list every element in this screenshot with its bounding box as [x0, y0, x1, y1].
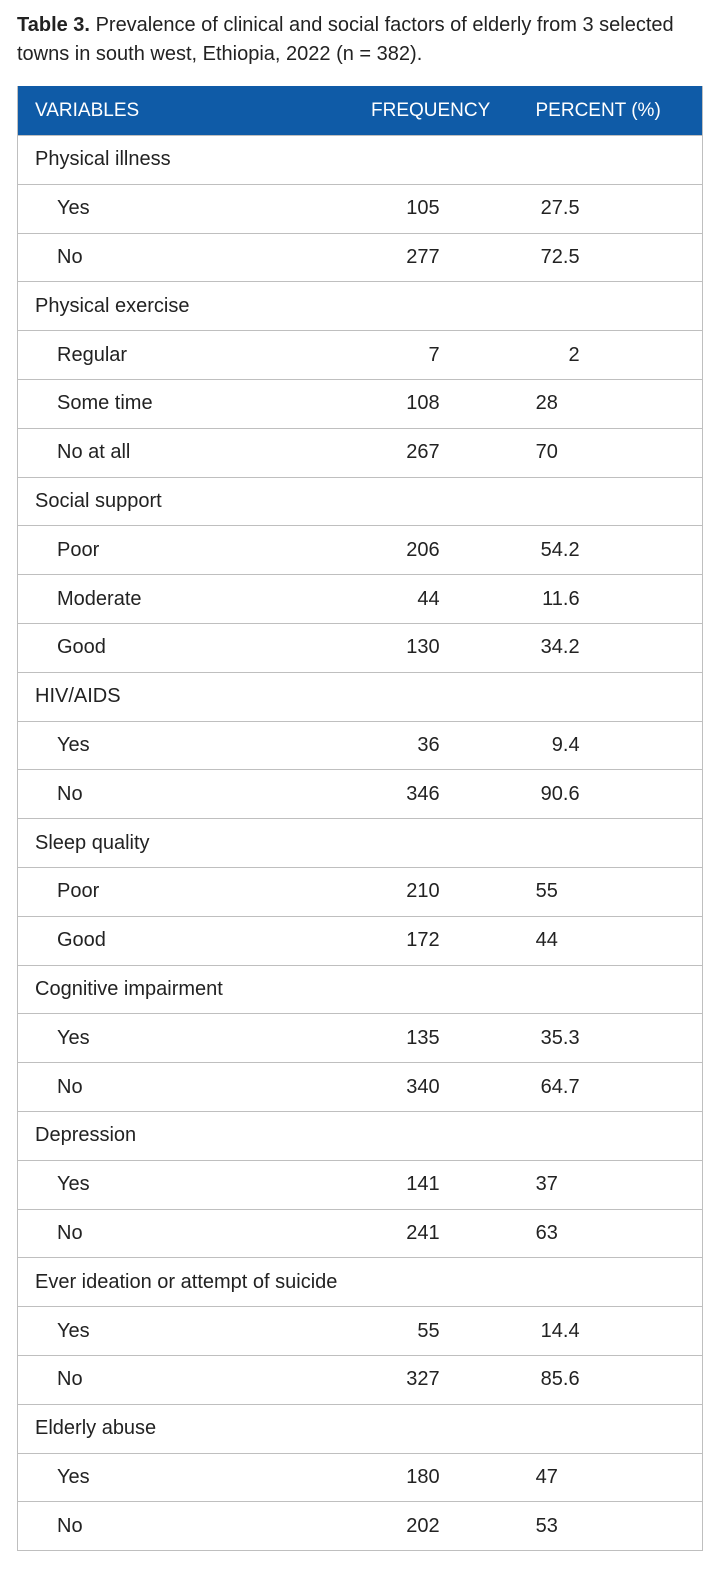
percent-cell: [536, 1076, 702, 1099]
group-label: Physical illness: [35, 148, 171, 171]
table-row: [18, 1453, 702, 1502]
percent-value: 47: [535, 1465, 558, 1488]
frequency-cell: 346: [406, 782, 440, 805]
table-row: [18, 867, 702, 916]
percent-value: 11.6: [542, 587, 580, 610]
frequency-cell: 206: [406, 538, 440, 561]
frequency-cell: 55: [417, 1319, 440, 1342]
table-row: [18, 1306, 702, 1355]
percent-cell: [536, 392, 702, 415]
percent-cell: [536, 1222, 702, 1245]
variable-cell: Regular: [57, 343, 128, 366]
frequency-cell: 36: [417, 733, 440, 756]
group-label: Social support: [35, 489, 162, 512]
percent-value: 85.6: [540, 1368, 580, 1391]
percent-value: 72.5: [540, 245, 580, 268]
table-group-row: [18, 965, 702, 1014]
table-row: [18, 184, 702, 233]
table-row: [18, 1013, 702, 1062]
group-label: Depression: [35, 1124, 137, 1147]
percent-value: 54.2: [540, 538, 580, 561]
group-label: Sleep quality: [35, 831, 150, 854]
table-row: [18, 1062, 702, 1111]
table-group-row: [18, 1257, 702, 1306]
variable-cell: Yes: [57, 1026, 90, 1049]
percent-cell: [536, 1320, 702, 1343]
percent-value: 27.5: [540, 197, 580, 220]
variable-cell: Yes: [57, 1465, 90, 1488]
table-row: [18, 379, 702, 428]
table-row: [18, 574, 702, 623]
percent-value: 44: [535, 929, 558, 952]
table-row: [18, 769, 702, 818]
frequency-cell: 210: [406, 880, 440, 903]
group-label: Cognitive impairment: [35, 977, 223, 1000]
table-row: [18, 916, 702, 965]
table-group-row: [18, 1111, 702, 1160]
table-row: [18, 721, 702, 770]
percent-value: 90.6: [540, 782, 580, 805]
table-row: [18, 428, 702, 477]
variable-cell: Some time: [57, 392, 153, 415]
table-caption: [17, 11, 707, 69]
frequency-cell: 44: [417, 587, 440, 610]
frequency-cell: 267: [406, 441, 440, 464]
frequency-cell: 202: [406, 1514, 440, 1537]
frequency-cell: 327: [406, 1368, 440, 1391]
frequency-cell: 172: [406, 929, 440, 952]
percent-cell: [536, 880, 702, 903]
table-row: [18, 1355, 702, 1404]
table-group-row: [18, 818, 702, 867]
table-row: [18, 1501, 702, 1550]
header-variables: VARIABLES: [35, 99, 140, 121]
percent-value: 70: [535, 441, 558, 464]
percent-value: 34.2: [540, 636, 580, 659]
frequency-cell: 180: [406, 1465, 440, 1488]
frequency-cell: 105: [406, 197, 440, 220]
frequency-cell: 135: [406, 1026, 440, 1049]
variable-cell: Yes: [57, 1319, 90, 1342]
percent-cell: [536, 929, 702, 952]
percent-value: 37: [535, 1173, 558, 1196]
percent-cell: [536, 1515, 702, 1538]
frequency-cell: 241: [406, 1221, 440, 1244]
variable-cell: Yes: [57, 733, 90, 756]
group-label: HIV/AIDS: [35, 685, 121, 708]
variable-cell: Good: [57, 929, 106, 952]
header-frequency: FREQUENCY: [371, 99, 491, 121]
variable-cell: No: [57, 1368, 83, 1391]
frequency-cell: 340: [406, 1075, 440, 1098]
group-label: Physical exercise: [35, 294, 190, 317]
frequency-cell: 277: [406, 245, 440, 268]
table-header-row: [18, 86, 702, 135]
frequency-cell: 108: [406, 392, 440, 415]
variable-cell: Moderate: [57, 587, 142, 610]
table-group-row: [18, 281, 702, 330]
percent-cell: [536, 441, 702, 464]
group-label: Elderly abuse: [35, 1417, 157, 1440]
table-row: [18, 623, 702, 672]
percent-cell: [536, 197, 702, 220]
percent-cell: [536, 636, 702, 659]
data-table: [17, 86, 703, 1551]
variable-cell: No: [57, 245, 83, 268]
group-label: Ever ideation or attempt of suicide: [35, 1270, 338, 1293]
percent-cell: [536, 1368, 702, 1391]
caption-text: Prevalence of clinical and social factors of elderly from 3 selected towns in south west, Ethiopia, 2022 (n = 382).: [17, 14, 674, 65]
table-group-row: [18, 1404, 702, 1453]
variable-cell: No: [57, 1075, 83, 1098]
frequency-cell: 7: [428, 343, 440, 366]
percent-value: 9.4: [551, 733, 580, 756]
variable-cell: Good: [57, 636, 106, 659]
table-row: [18, 1160, 702, 1209]
variable-cell: No at all: [57, 441, 131, 464]
variable-cell: No: [57, 1221, 83, 1244]
percent-cell: [536, 783, 702, 806]
percent-cell: [536, 344, 702, 367]
frequency-cell: 141: [406, 1173, 440, 1196]
table-row: [18, 525, 702, 574]
percent-value: 63: [535, 1221, 558, 1244]
percent-cell: [536, 246, 702, 269]
percent-cell: [536, 588, 702, 611]
percent-value: 2: [568, 343, 580, 366]
percent-cell: [536, 1173, 702, 1196]
variable-cell: Yes: [57, 1173, 90, 1196]
header-percent: PERCENT (%): [535, 99, 661, 121]
caption-label: Table 3.: [17, 14, 90, 36]
percent-value: 64.7: [540, 1075, 580, 1098]
table-row: [18, 330, 702, 379]
variable-cell: No: [57, 1514, 83, 1537]
variable-cell: Poor: [57, 538, 100, 561]
percent-value: 35.3: [540, 1026, 580, 1049]
variable-cell: Yes: [57, 197, 90, 220]
percent-value: 28: [535, 392, 558, 415]
variable-cell: No: [57, 782, 83, 805]
percent-cell: [536, 1027, 702, 1050]
table-group-row: [18, 477, 702, 526]
variable-cell: Poor: [57, 880, 100, 903]
table-row: [18, 1209, 702, 1258]
percent-value: 14.4: [540, 1319, 580, 1342]
percent-value: 53: [535, 1514, 558, 1537]
table-group-row: [18, 672, 702, 721]
percent-cell: [536, 539, 702, 562]
table-row: [18, 233, 702, 282]
frequency-cell: 130: [406, 636, 440, 659]
table-group-row: [18, 135, 702, 184]
percent-value: 55: [535, 880, 558, 903]
percent-cell: [536, 734, 702, 757]
percent-cell: [536, 1466, 702, 1489]
